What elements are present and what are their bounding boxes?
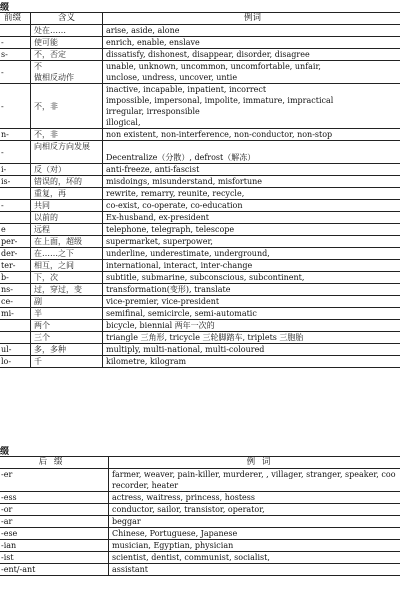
examples-cell	[103, 164, 400, 176]
prefix-cell	[0, 188, 31, 200]
cell-line: 使可能	[34, 38, 58, 47]
suffix-cell: -ent/-ant	[0, 564, 109, 576]
prefix-cell: ter-	[0, 260, 31, 272]
examples-cell	[103, 296, 400, 308]
table-row	[0, 564, 400, 576]
suffix-table	[0, 456, 400, 576]
examples-cell	[103, 176, 400, 188]
table-row	[0, 308, 400, 320]
cell-line: rewrite, remarry, reunite, recycle,	[106, 189, 245, 198]
cell-line: 相互，之间	[34, 261, 74, 270]
prefix-cell: lo-	[0, 356, 31, 368]
cell-line: international, interact, inter-change	[106, 261, 253, 270]
cell-line: subtitle, submarine, subconscious, subcontinent,	[106, 273, 305, 282]
cell-line: transformation(变形), translate	[106, 285, 231, 294]
meaning-cell	[31, 332, 103, 344]
prefix-cell	[0, 332, 31, 344]
cell-line: 向相反方向发展	[34, 142, 90, 151]
meaning-cell	[31, 212, 103, 224]
prefix-table-header	[0, 13, 400, 25]
examples-cell	[103, 332, 400, 344]
examples-cell	[109, 469, 400, 492]
suffix-table-header	[0, 457, 400, 469]
examples-cell	[103, 284, 400, 296]
prefix-cell: -	[0, 37, 31, 49]
examples-cell	[103, 308, 400, 320]
examples-cell	[109, 564, 400, 576]
examples-cell	[109, 540, 400, 552]
suffix-cell: -ese	[0, 528, 109, 540]
cell-line: 不	[34, 62, 42, 71]
table-row	[0, 260, 400, 272]
cell-line: 三个	[34, 333, 50, 342]
cell-line: arise, aside, alone	[106, 26, 180, 35]
cell-line: unable, unknown, uncommon, uncomfortable, unfair,	[106, 62, 321, 71]
header-meaning: 含义	[31, 13, 103, 25]
cell-line: Ex-husband, ex-president	[106, 213, 209, 222]
table-row	[0, 200, 400, 212]
table-row	[0, 188, 400, 200]
suffix-cell: -or	[0, 504, 109, 516]
prefix-cell: is-	[0, 176, 31, 188]
cell-line: 千	[34, 357, 42, 366]
prefix-table	[0, 12, 400, 368]
header-suffix-examples: 例 词	[109, 457, 400, 469]
cell-line: 不，否定	[34, 50, 66, 59]
meaning-cell	[31, 129, 103, 141]
cell-line: 过，穿过，变	[34, 285, 82, 294]
header-suffix: 后 缀	[0, 457, 109, 469]
prefix-cell: i-	[0, 164, 31, 176]
table-row	[0, 552, 400, 564]
cell-line: 不，非	[34, 130, 58, 139]
table-row	[0, 504, 400, 516]
table-row	[0, 224, 400, 236]
suffix-cell: -ian	[0, 540, 109, 552]
cell-line: scientist, dentist, communist, socialist,	[112, 553, 270, 562]
cell-line: unclose, undress, uncover, untie	[106, 73, 238, 82]
table-row	[0, 344, 400, 356]
cell-line: 远程	[34, 225, 50, 234]
prefix-section-title: 缀	[0, 3, 10, 13]
examples-cell	[103, 61, 400, 84]
cell-line: illogical,	[106, 118, 141, 127]
meaning-cell	[31, 141, 103, 164]
prefix-cell: b-	[0, 272, 31, 284]
suffix-cell: -ess	[0, 492, 109, 504]
cell-line: supermarket, superpower,	[106, 237, 213, 246]
prefix-cell: per-	[0, 236, 31, 248]
table-row	[0, 356, 400, 368]
cell-line: enrich, enable, enslave	[106, 38, 200, 47]
examples-cell	[103, 129, 400, 141]
prefix-cell	[0, 212, 31, 224]
cell-line: underline, underestimate, underground,	[106, 249, 270, 258]
examples-cell	[109, 552, 400, 564]
examples-cell	[109, 492, 400, 504]
cell-line: non existent, non-interference, non-conductor, non-stop	[106, 130, 333, 139]
meaning-cell	[31, 344, 103, 356]
examples-cell	[103, 25, 400, 37]
prefix-cell: mi-	[0, 308, 31, 320]
prefix-cell: n-	[0, 129, 31, 141]
cell-line: triangle 三角形, tricycle 三轮脚踏车, triplets 三胞胎	[106, 333, 304, 342]
cell-line: 副	[34, 297, 42, 306]
meaning-cell	[31, 272, 103, 284]
table-row	[0, 516, 400, 528]
prefix-cell	[0, 25, 31, 37]
cell-line: 反（对）	[34, 165, 66, 174]
examples-cell	[103, 212, 400, 224]
examples-cell	[103, 141, 400, 164]
table-row	[0, 129, 400, 141]
examples-cell	[109, 504, 400, 516]
cell-line: 错误的，坏的	[34, 177, 82, 186]
examples-cell	[103, 344, 400, 356]
meaning-cell	[31, 308, 103, 320]
examples-cell	[103, 236, 400, 248]
cell-line: musician, Egyptian, physician	[112, 541, 234, 550]
prefix-cell: e	[0, 224, 31, 236]
suffix-section-title: 缀	[0, 447, 10, 457]
header-examples: 例词	[103, 13, 400, 25]
cell-line: kilometre, kilogram	[106, 357, 187, 366]
meaning-cell	[31, 176, 103, 188]
cell-line: 不，非	[34, 101, 58, 111]
examples-cell	[103, 37, 400, 49]
table-row	[0, 248, 400, 260]
prefix-cell: ce-	[0, 296, 31, 308]
cell-line: bicycle, biennial 两年一次的	[106, 321, 215, 330]
prefix-cell: ns-	[0, 284, 31, 296]
examples-cell	[103, 356, 400, 368]
examples-cell	[109, 516, 400, 528]
prefix-cell: ul-	[0, 344, 31, 356]
examples-cell	[103, 188, 400, 200]
cell-line: co-exist, co-operate, co-education	[106, 201, 243, 210]
meaning-cell	[31, 84, 103, 129]
cell-line: semifinal, semicircle, semi-automatic	[106, 309, 257, 318]
cell-line: 下，次	[34, 273, 58, 282]
meaning-cell	[31, 61, 103, 84]
meaning-cell	[31, 49, 103, 61]
cell-line: 多，多种	[34, 345, 66, 354]
prefix-cell: -	[0, 200, 31, 212]
cell-line: recorder, heater	[112, 481, 179, 490]
meaning-cell	[31, 320, 103, 332]
prefix-cell: -	[0, 61, 31, 84]
meaning-cell	[31, 200, 103, 212]
table-row	[0, 332, 400, 344]
table-row	[0, 528, 400, 540]
table-row	[0, 236, 400, 248]
examples-cell	[103, 49, 400, 61]
table-row	[0, 272, 400, 284]
table-row	[0, 37, 400, 49]
suffix-cell: -ist	[0, 552, 109, 564]
examples-cell	[103, 200, 400, 212]
prefix-cell: -	[0, 141, 31, 164]
table-row	[0, 296, 400, 308]
prefix-cell: -	[0, 84, 31, 129]
table-row	[0, 320, 400, 332]
examples-cell	[103, 320, 400, 332]
cell-line: 处在……	[34, 26, 66, 35]
table-row	[0, 84, 400, 129]
cell-line: beggar	[112, 517, 141, 526]
table-row	[0, 61, 400, 84]
table-row	[0, 25, 400, 37]
suffix-cell: -ar	[0, 516, 109, 528]
cell-line: actress, waitress, princess, hostess	[112, 493, 255, 502]
meaning-cell	[31, 284, 103, 296]
table-row	[0, 141, 400, 164]
cell-line: assistant	[112, 565, 149, 574]
cell-line: telephone, telegraph, telescope	[106, 225, 235, 234]
examples-cell	[103, 248, 400, 260]
cell-line: irregular, irresponsible	[106, 107, 200, 116]
cell-line: impossible, impersonal, impolite, immature, impractical	[106, 96, 334, 105]
meaning-cell	[31, 37, 103, 49]
cell-line: 在……之下	[34, 249, 74, 258]
cell-line: vice-premier, vice-president	[106, 297, 220, 306]
cell-line: 共同	[34, 201, 50, 210]
table-row	[0, 176, 400, 188]
table-row	[0, 164, 400, 176]
header-prefix: 前缀	[0, 13, 31, 25]
cell-line: 半	[34, 309, 42, 318]
meaning-cell	[31, 188, 103, 200]
meaning-cell	[31, 25, 103, 37]
cell-line: 以前的	[34, 213, 58, 222]
examples-cell	[103, 224, 400, 236]
table-row	[0, 49, 400, 61]
examples-cell	[103, 272, 400, 284]
meaning-cell	[31, 224, 103, 236]
cell-line: dissatisfy, dishonest, disappear, disorder, disagree	[106, 50, 310, 59]
cell-line: inactive, incapable, inpatient, incorrect	[106, 85, 267, 94]
prefix-cell: s-	[0, 49, 31, 61]
prefix-cell: der-	[0, 248, 31, 260]
examples-cell	[103, 84, 400, 129]
meaning-cell	[31, 164, 103, 176]
cell-line: farmer, weaver, pain-killer, murderer, , villager, stranger, speaker, coo	[112, 470, 396, 479]
cell-line: conductor, sailor, transistor, operator,	[112, 505, 265, 514]
cell-line: 在上面，超级	[34, 237, 82, 246]
examples-cell	[103, 260, 400, 272]
table-row	[0, 284, 400, 296]
cell-line: misdoings, misunderstand, misfortune	[106, 177, 262, 186]
table-row	[0, 540, 400, 552]
suffix-cell: -er	[0, 469, 109, 492]
cell-line: anti-freeze, anti-fascist	[106, 165, 200, 174]
prefix-cell	[0, 320, 31, 332]
cell-line: Chinese, Portuguese, Japanese	[112, 529, 238, 538]
table-row	[0, 212, 400, 224]
cell-line: multiply, multi-national, multi-coloured	[106, 345, 265, 354]
meaning-cell	[31, 356, 103, 368]
meaning-cell	[31, 236, 103, 248]
meaning-cell	[31, 248, 103, 260]
cell-line: 做相反动作	[34, 73, 74, 82]
meaning-cell	[31, 260, 103, 272]
table-row	[0, 492, 400, 504]
meaning-cell	[31, 296, 103, 308]
examples-cell	[109, 528, 400, 540]
cell-line: 两个	[34, 321, 50, 330]
cell-line: Decentralize（分散）, defrost（解冻）	[106, 153, 256, 162]
table-row	[0, 469, 400, 492]
cell-line: 重复，再	[34, 189, 66, 198]
